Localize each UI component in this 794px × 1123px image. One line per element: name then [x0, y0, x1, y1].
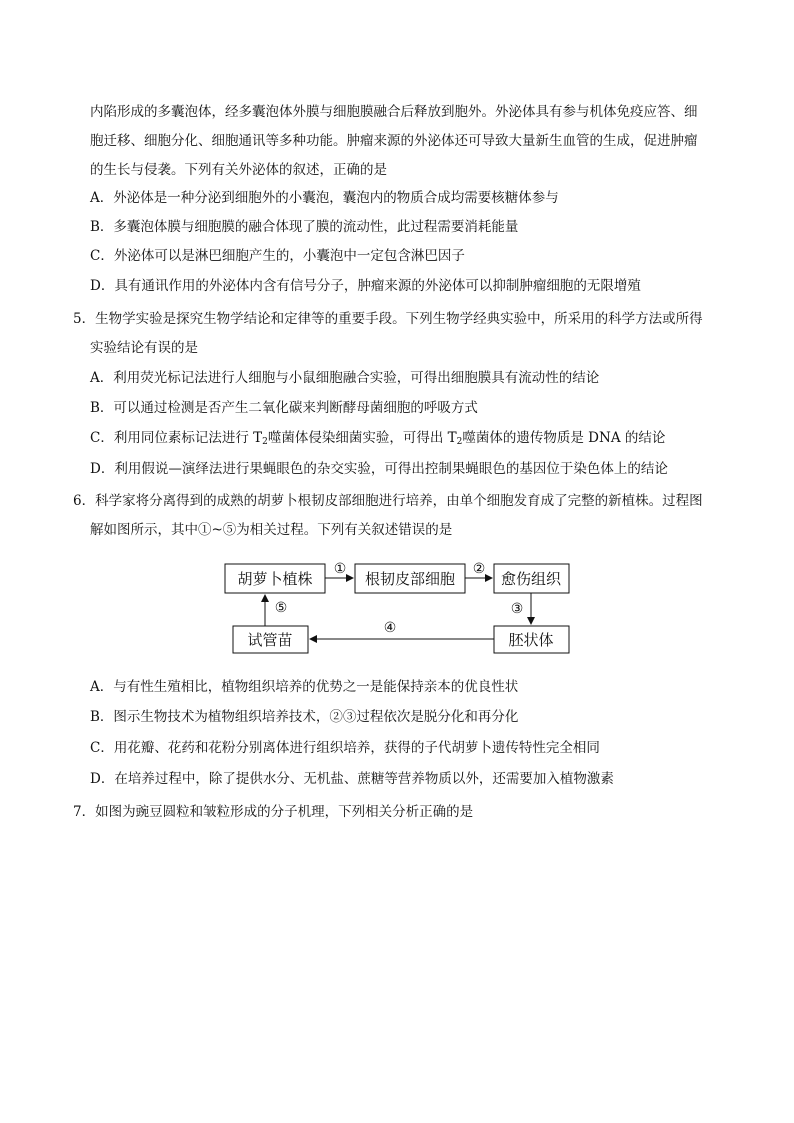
- q6-option-a: A．与有性生殖相比，植物组织培养的优势之一是能保持亲本的优良性状: [90, 679, 519, 695]
- q4-stem-line-1: 内陷形成的多囊泡体，经多囊泡体外膜与细胞膜融合后释放到胞外。外泌体具有参与机体免疫应答、细: [90, 104, 698, 120]
- label-embryoid: 胚状体: [508, 631, 554, 649]
- q5-option-d: D．利用假说—演绎法进行果蝇眼色的杂交实验，可得出控制果蝇眼色的基因位于染色体上的结论: [90, 461, 668, 477]
- q6-stem-line-2: 解如图所示，其中①~⑤为相关过程。下列有关叙述错误的是: [90, 522, 453, 538]
- q6-option-b: B．图示生物技术为植物组织培养技术，②③过程依次是脱分化和再分化: [90, 709, 519, 725]
- step-2-label: ②: [472, 561, 486, 577]
- q6-stem-line-1: 6．科学家将分离得到的成熟的胡萝卜根韧皮部细胞进行培养，由单个细胞发育成了完整的新植株。过程图: [73, 493, 703, 509]
- label-phloem-cell: 根韧皮部细胞: [364, 570, 456, 588]
- q5-stem-line-2: 实验结论有误的是: [90, 340, 198, 356]
- q4-stem-line-2: 胞迁移、细胞分化、细胞通讯等多种功能。肿瘤来源的外泌体还可导致大量新生血管的生成，促进肿瘤: [90, 133, 698, 149]
- q5-option-c-sub2: 2: [456, 437, 463, 447]
- step-4-label: ④: [383, 620, 397, 636]
- q4-option-b: B．多囊泡体膜与细胞膜的融合体现了膜的流动性，此过程需要消耗能量: [90, 219, 519, 235]
- q5-stem-line-1: 5．生物学实验是探究生物学结论和定律等的重要手段。下列生物学经典实验中，所采用的科学方法或所得: [73, 311, 703, 327]
- q5-option-a: A．利用荧光标记法进行人细胞与小鼠细胞融合实验，可得出细胞膜具有流动性的结论: [90, 370, 600, 386]
- q5-option-b: B．可以通过检测是否产生二氧化碳来判断酵母菌细胞的呼吸方式: [90, 400, 478, 416]
- q4-option-a: A．外泌体是一种分泌到细胞外的小囊泡，囊泡内的物质合成均需要核糖体参与: [90, 190, 559, 206]
- q5-option-c-mid: 噬菌体侵染细菌实验，可得出 T: [267, 430, 457, 446]
- label-carrot-plant: 胡萝卜植株: [237, 570, 313, 588]
- step-3-label: ③: [510, 601, 524, 617]
- q6-option-c: C．用花瓣、花药和花粉分别离体进行组织培养，获得的子代胡萝卜遗传特性完全相同: [90, 740, 600, 756]
- q5-option-c-pre: C．利用同位素标记法进行 T: [90, 430, 263, 446]
- label-callus: 愈伤组织: [500, 570, 562, 588]
- q4-option-c: C．外泌体可以是淋巴细胞产生的，小囊泡中一定包含淋巴因子: [90, 248, 465, 264]
- q5-option-c-sub1: 2: [262, 437, 268, 447]
- step-5-label: ⑤: [274, 600, 288, 616]
- q4-option-d: D．具有通讯作用的外泌体内含有信号分子，肿瘤来源的外泌体可以抑制肿瘤细胞的无限增殖: [90, 278, 641, 294]
- step-1-label: ①: [333, 561, 347, 577]
- q7-stem: 7．如图为豌豆圆粒和皱粒形成的分子机理，下列相关分析正确的是: [73, 804, 474, 820]
- q4-stem-line-3: 的生长与侵袭。下列有关外泌体的叙述，正确的是: [90, 162, 387, 178]
- label-plantlet: 试管苗: [247, 631, 293, 649]
- q6-option-d: D．在培养过程中，除了提供水分、无机盐、蔗糖等营养物质以外，还需要加入植物激素: [90, 771, 614, 787]
- q5-option-c-post: 噬菌体的遗传物质是 DNA 的结论: [462, 430, 666, 446]
